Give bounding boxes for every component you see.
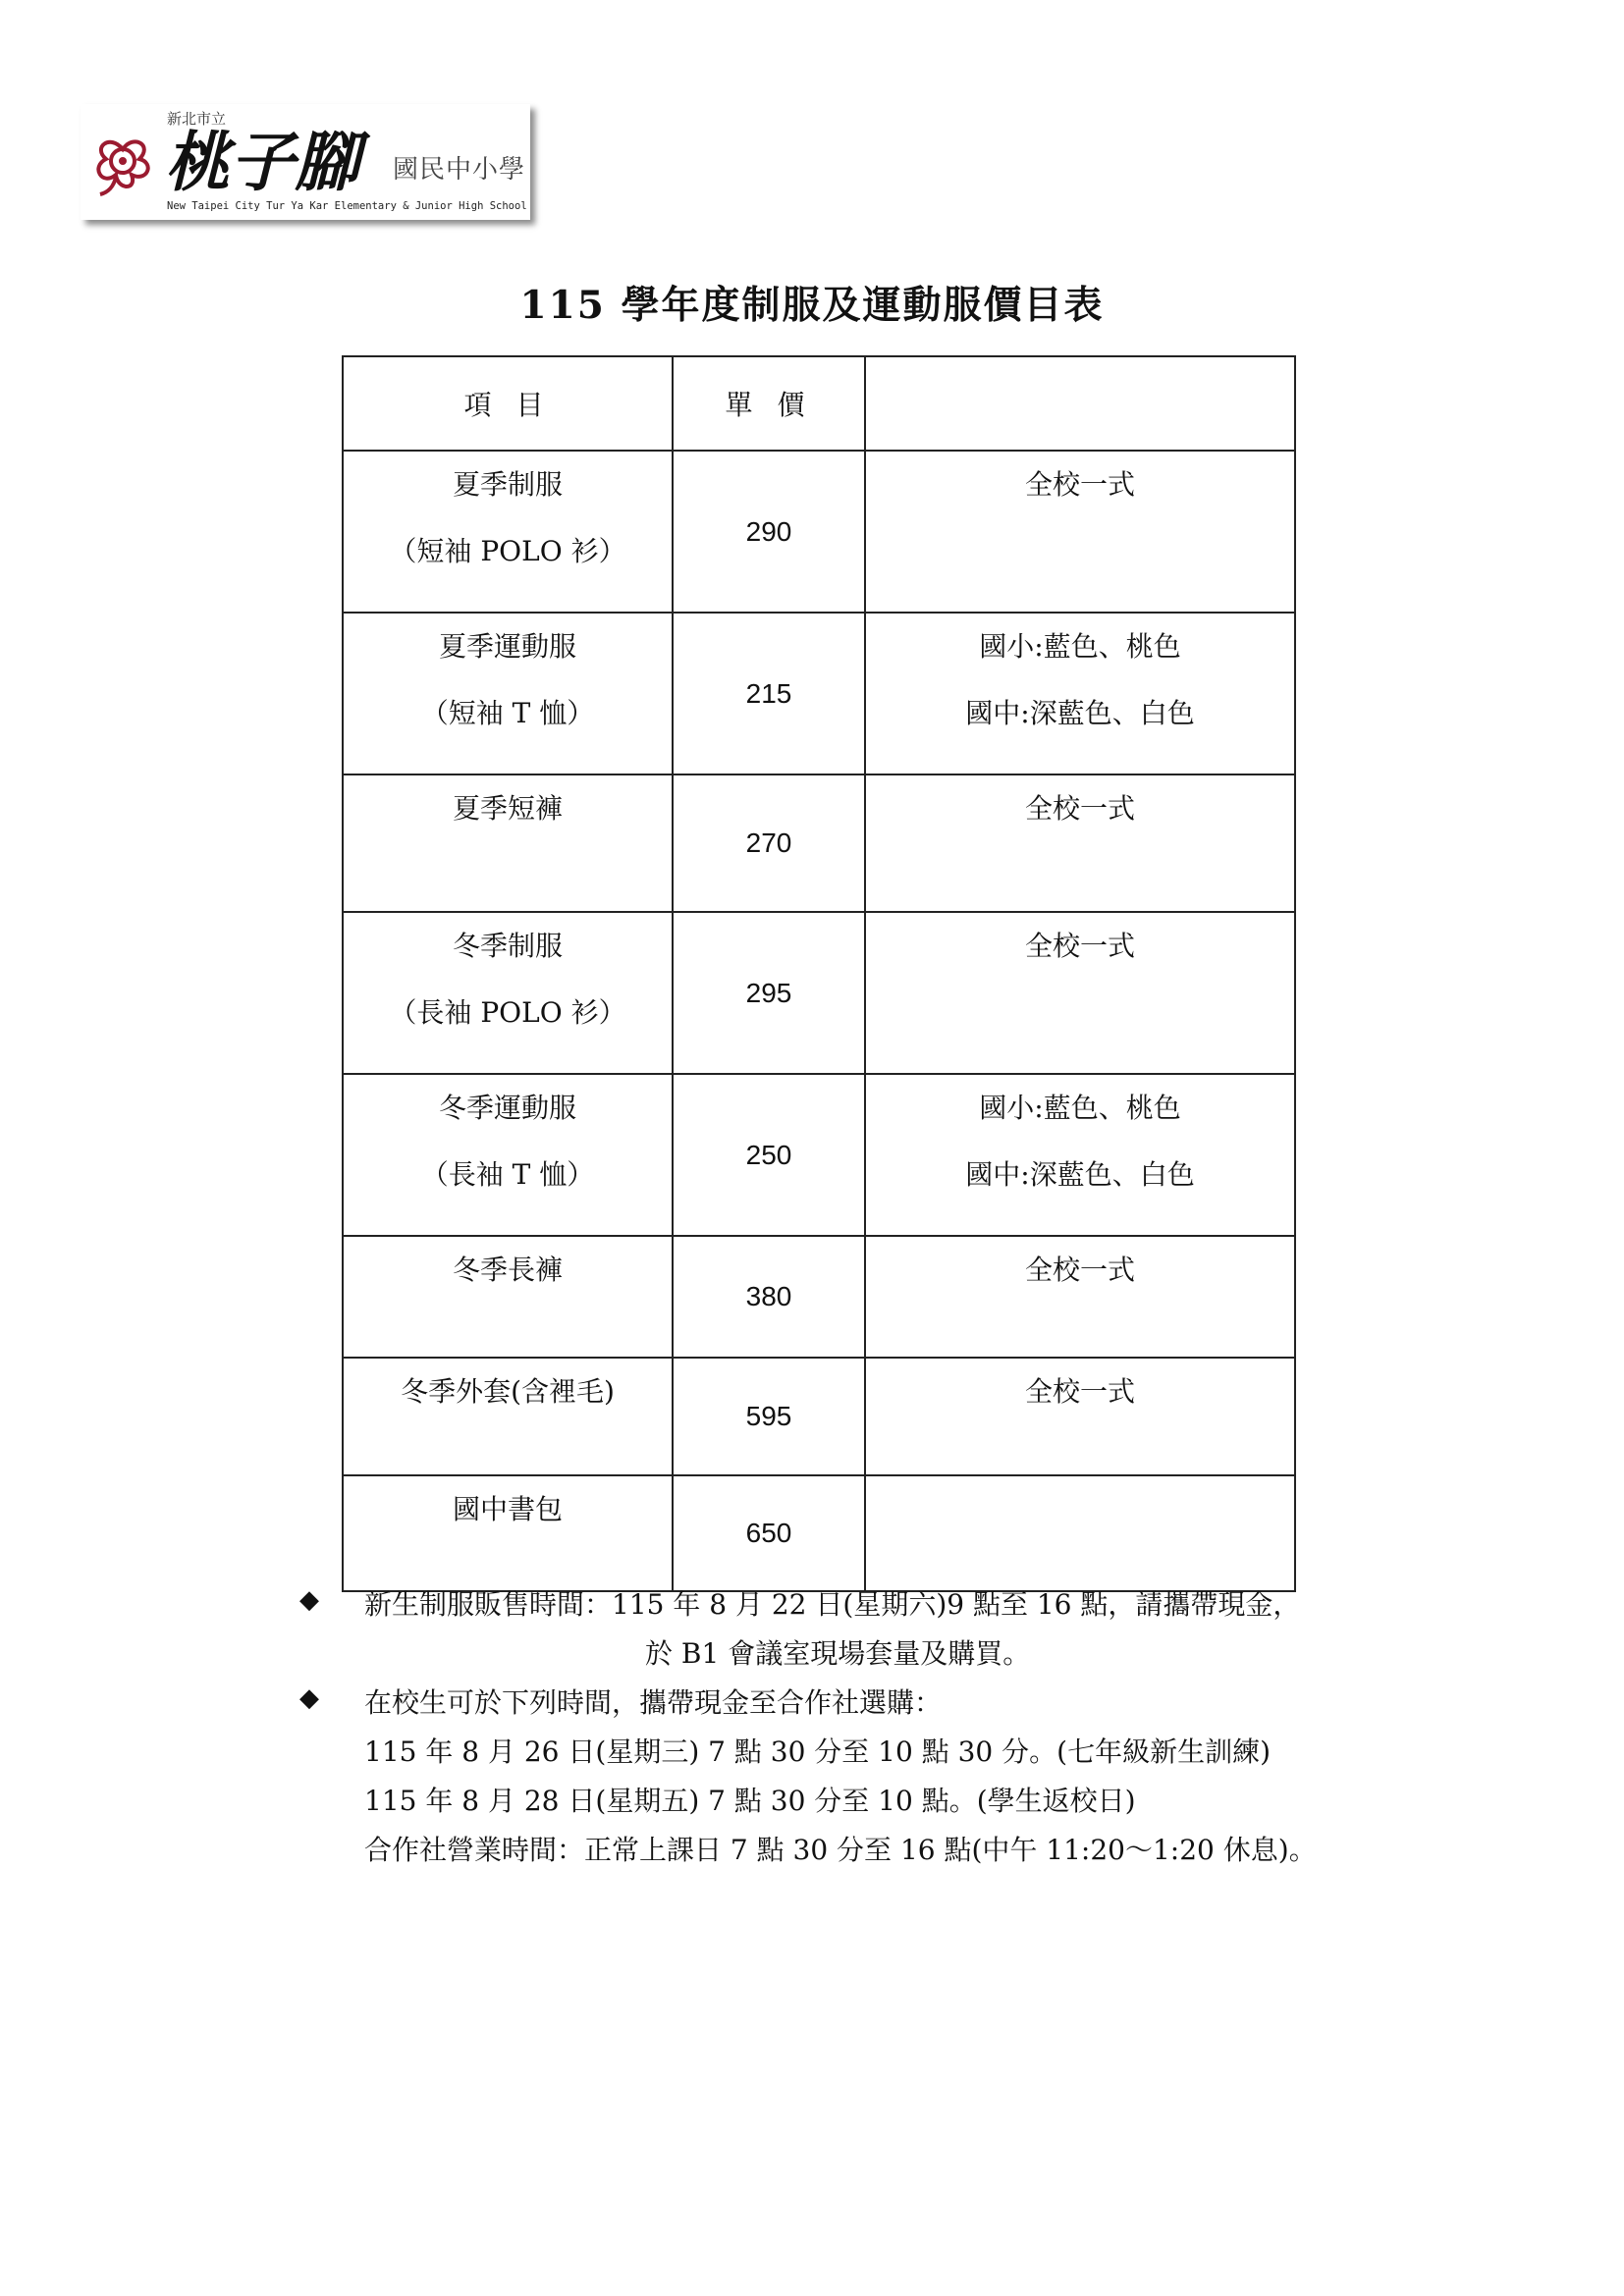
item-cell <box>343 912 673 1074</box>
note-cell <box>865 1236 1295 1358</box>
note-2-line-1: 在校生可於下列時間，攜帶現金至合作社選購： <box>364 1686 943 1719</box>
note-1-line-2: 於 B1 會議室現場套量及購買。 <box>645 1637 1031 1670</box>
price-table <box>342 355 1296 1592</box>
note-cell <box>865 1475 1295 1591</box>
table-row <box>343 613 1295 774</box>
header-item: 項 目 <box>343 356 673 451</box>
price-cell: 290 <box>673 451 865 613</box>
item-cell <box>343 613 673 774</box>
note-1-line-1: 新生制服販售時間：115 年 8 月 22 日(星期六)9 點至 16 點，請攜帶現金， <box>364 1588 1301 1621</box>
item-cell <box>343 451 673 613</box>
note-2-line-2: 115 年 8 月 26 日(星期三) 7 點 30 分至 10 點 30 分。(七年級新生訓練) <box>364 1735 1271 1768</box>
note-line: 全校一式 <box>1024 930 1135 962</box>
note-line: 全校一式 <box>1024 1375 1135 1408</box>
item-name: 冬季制服 <box>452 930 563 962</box>
note-cell <box>865 451 1295 613</box>
price-cell: 270 <box>673 774 865 912</box>
note-cell <box>865 613 1295 774</box>
note-2-line-3: 115 年 8 月 28 日(星期五) 7 點 30 分至 10 點。(學生返校日) <box>364 1785 1136 1817</box>
table-header-row <box>343 356 1295 451</box>
svg-text:桃子腳: 桃子腳 <box>165 124 359 198</box>
table-row <box>343 1358 1295 1475</box>
black-diamond-icon: ◆ <box>299 1585 319 1615</box>
table-row <box>343 1074 1295 1236</box>
logo-script-name <box>163 122 399 198</box>
note-line: 全校一式 <box>1024 1254 1135 1286</box>
item-detail: （長袖 POLO 衫） <box>389 996 626 1029</box>
plum-blossom-emblem-icon <box>88 130 157 198</box>
item-name: 冬季運動服 <box>438 1092 576 1124</box>
item-detail: （短袖 POLO 衫） <box>389 535 626 567</box>
note-line: 國中:深藍色、白色 <box>965 1158 1195 1191</box>
item-name: 夏季短褲 <box>452 792 563 825</box>
price-cell: 215 <box>673 613 865 774</box>
item-name: 夏季制服 <box>452 468 563 501</box>
note-cell <box>865 1074 1295 1236</box>
item-name: 國中書包 <box>452 1493 563 1525</box>
item-cell <box>343 1358 673 1475</box>
price-cell: 250 <box>673 1074 865 1236</box>
table-row <box>343 774 1295 912</box>
price-cell: 595 <box>673 1358 865 1475</box>
table-row <box>343 1475 1295 1591</box>
note-line: 全校一式 <box>1024 468 1135 501</box>
price-cell: 650 <box>673 1475 865 1591</box>
note-line: 國小:藍色、桃色 <box>979 630 1181 663</box>
note-line: 全校一式 <box>1024 792 1135 825</box>
header-note <box>865 356 1295 451</box>
note-cell <box>865 912 1295 1074</box>
price-cell: 295 <box>673 912 865 1074</box>
page-title: 115 學年度制服及運動服價目表 <box>519 283 1105 328</box>
note-2-line-4: 合作社營業時間：正常上課日 7 點 30 分至 16 點(中午 11:20～1:20 休息)。 <box>364 1834 1317 1866</box>
item-cell <box>343 1475 673 1591</box>
logo-school-type: 國民中小學 <box>393 155 526 185</box>
table-row <box>343 1236 1295 1358</box>
item-name: 夏季運動服 <box>438 630 576 663</box>
item-name: 冬季外套(含裡毛) <box>401 1375 615 1408</box>
note-line: 國小:藍色、桃色 <box>979 1092 1181 1124</box>
school-logo <box>81 104 530 220</box>
item-detail: （長袖 T 恤） <box>420 1158 595 1191</box>
item-name: 冬季長褲 <box>452 1254 563 1286</box>
note-line: 國中:深藍色、白色 <box>965 697 1195 729</box>
note-cell <box>865 774 1295 912</box>
item-cell <box>343 774 673 912</box>
table-row <box>343 451 1295 613</box>
logo-english-name: New Taipei City Tur Ya Kar Elementary & Junior High School <box>167 200 527 212</box>
price-cell: 380 <box>673 1236 865 1358</box>
header-price: 單 價 <box>673 356 865 451</box>
table-row <box>343 912 1295 1074</box>
logo-city-label: 新北市立 <box>167 110 227 128</box>
item-cell <box>343 1074 673 1236</box>
item-cell <box>343 1236 673 1358</box>
item-detail: （短袖 T 恤） <box>420 697 595 729</box>
note-cell <box>865 1358 1295 1475</box>
black-diamond-icon: ◆ <box>299 1683 319 1713</box>
